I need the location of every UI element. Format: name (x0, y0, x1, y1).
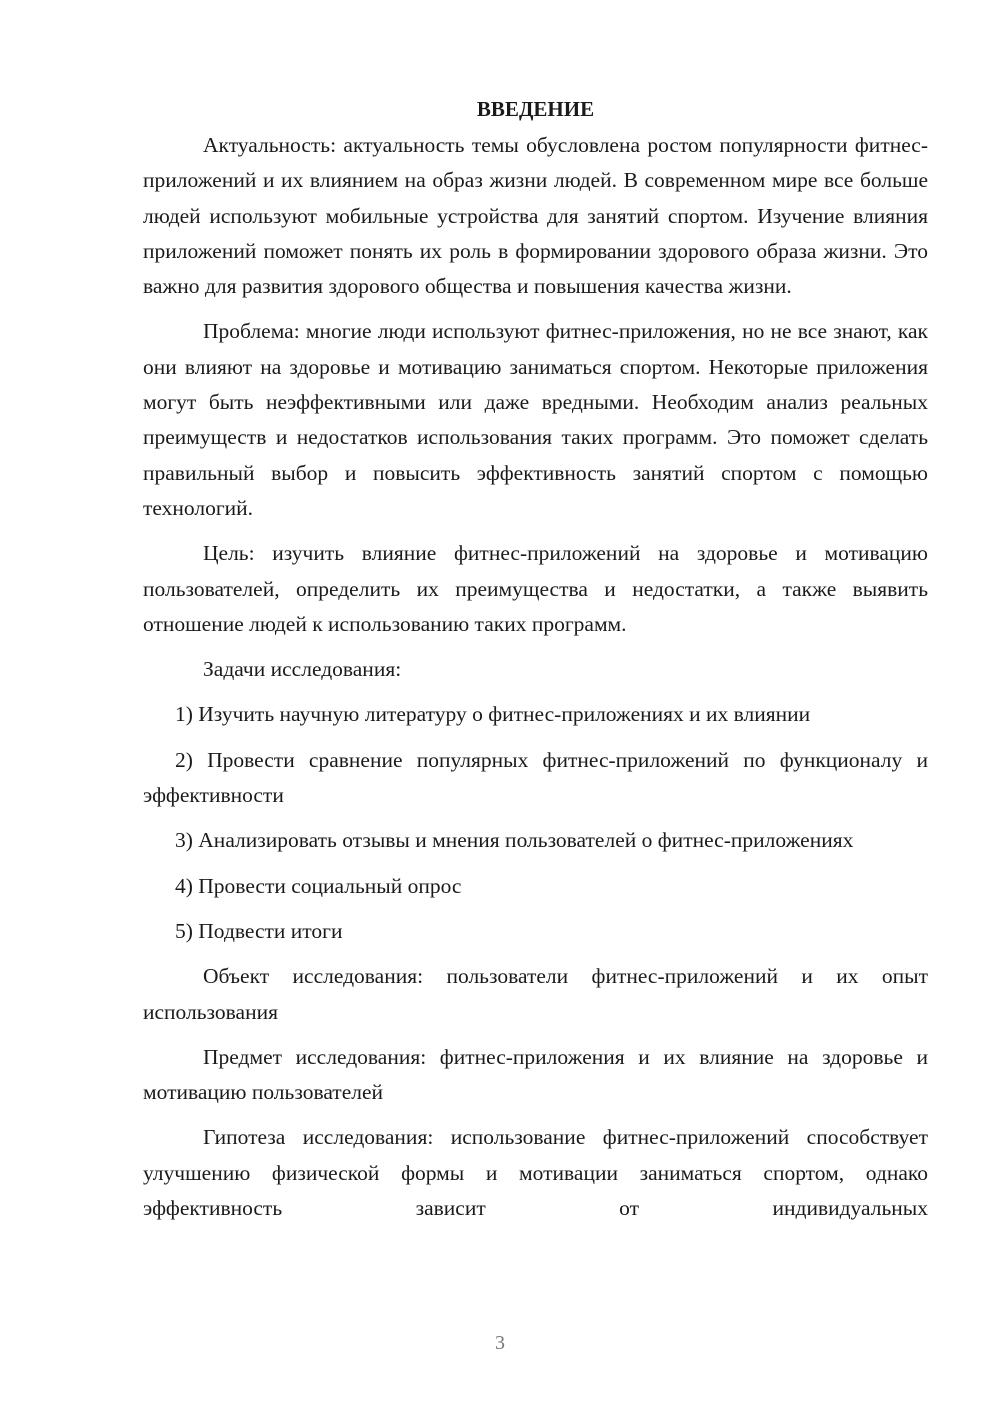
task-item-5: 5) Подвести итоги (175, 918, 343, 943)
section-title: ВВЕДЕНИЕ (476, 97, 595, 121)
paragraph-relevance: Актуальность: актуальность темы обусловлена ростом популярности фитнес-приложений и их влиянием на образ жизни людей. В современном мире все больше людей используют мобильные устройства для занятий спортом. Изучение влияния приложений поможет понять их роль в формировании здорового образа жизни. Это важно для развития здорового общества и повышения качества жизни. (143, 133, 928, 299)
paragraph-goal: Цель: изучить влияние фитнес-приложений на здоровье и мотивацию пользователей, определить их преимущества и недостатки, а также выявить отношение людей к использованию таких программ. (143, 541, 928, 636)
paragraph-subject: Предмет исследования: фитнес-приложения и их влияние на здоровье и мотивацию пользователей (143, 1044, 928, 1105)
task-item-1: 1) Изучить научную литературу о фитнес-приложениях и их влиянии (175, 702, 811, 727)
page-number: 3 (495, 1332, 505, 1354)
task-item-3: 3) Анализировать отзывы и мнения пользователей о фитнес-приложениях (175, 828, 854, 853)
paragraph-problem: Проблема: многие люди используют фитнес-приложения, но не все знают, как они влияют на здоровье и мотивацию заниматься спортом. Некоторые приложения могут быть неэффективными или даже вредными. Необходим анализ реальных преимуществ и недостатков использования таких программ. Это поможет сделать правильный выбор и повысить эффективность занятий спортом с помощью технологий. (143, 319, 928, 520)
paragraph-object: Объект исследования: пользователи фитнес-приложений и их опыт использования (143, 964, 928, 1024)
task-item-4: 4) Провести социальный опрос (175, 873, 462, 898)
task-item-2: 2) Провести сравнение популярных фитнес-приложений по функционалу и эффективности (143, 747, 928, 808)
document-page (143, 94, 928, 1226)
paragraph-hypothesis: Гипотеза исследования: использование фитнес-приложений способствует улучшению физической формы и мотивации заниматься спортом, однако эффективность зависит от индивидуальных (143, 1125, 928, 1221)
paragraph-tasks-heading: Задачи исследования: (203, 657, 402, 682)
